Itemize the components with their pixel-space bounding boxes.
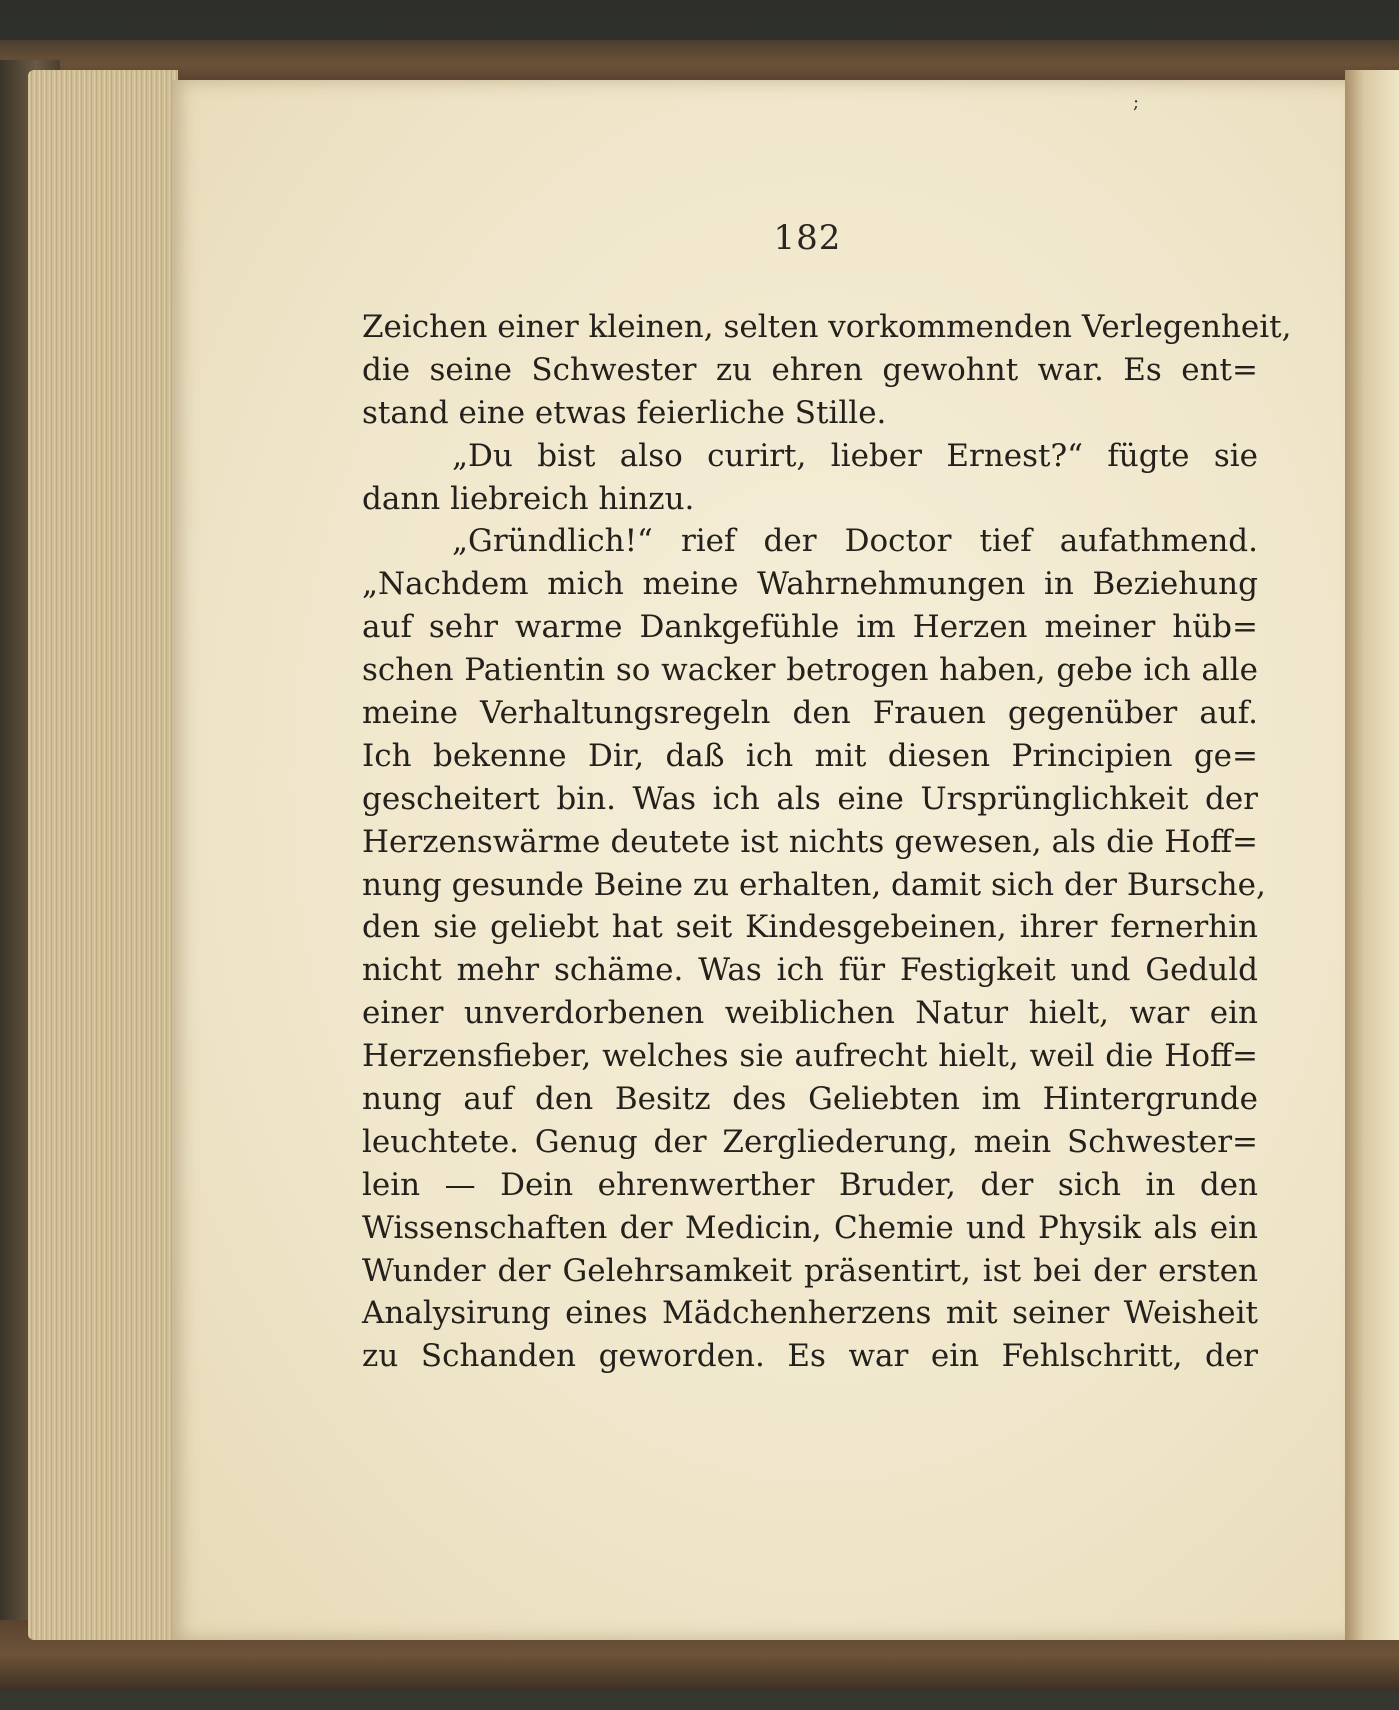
- text-line: schen Patientin so wacker betrogen haben, gebe ich alle: [362, 652, 1258, 689]
- text-line: einer unverdorbenen weiblichen Natur hielt, war ein: [362, 995, 1258, 1032]
- text-line: zu Schanden geworden. Es war ein Fehlschritt, der: [362, 1338, 1258, 1375]
- page-number: 182: [773, 218, 842, 258]
- text-line: Analysirung eines Mädchenherzens mit seiner Weisheit: [362, 1295, 1258, 1332]
- page-gutter: [1345, 70, 1399, 1640]
- text-line: stand eine etwas feierliche Stille.: [362, 394, 887, 431]
- page-edges: [28, 70, 178, 1640]
- text-line: nung auf den Besitz des Geliebten im Hintergrunde: [362, 1081, 1258, 1118]
- body-text: [362, 306, 1292, 1378]
- text-line: den sie geliebt hat seit Kindesgebeinen, ihrer fernerhin: [362, 909, 1258, 946]
- text-line: auf sehr warme Dankgefühle im Herzen meiner hüb=: [362, 609, 1258, 646]
- text-line: „Gründlich!“ rief der Doctor tief aufathmend.: [452, 523, 1258, 560]
- text-line: nicht mehr schäme. Was ich für Festigkeit und Geduld: [362, 952, 1258, 989]
- ink-mark: ;: [1133, 92, 1140, 113]
- text-line: „Nachdem mich meine Wahrnehmungen in Beziehung: [362, 566, 1258, 603]
- book-cover-top: [0, 40, 1399, 80]
- text-line: Herzenswärme deutete ist nichts gewesen, als die Hoff=: [362, 823, 1258, 860]
- text-line: die seine Schwester zu ehren gewohnt war. Es ent=: [362, 351, 1258, 388]
- text-line: nung gesunde Beine zu erhalten, damit sich der Bursche,: [362, 866, 1266, 903]
- text-line: gescheitert bin. Was ich als eine Ursprünglichkeit der: [362, 780, 1258, 817]
- text-line: „Du bist also curirt, lieber Ernest?“ fügte sie: [452, 437, 1258, 474]
- text-line: Wunder der Gelehrsamkeit präsentirt, ist bei der ersten: [362, 1252, 1258, 1289]
- text-line: meine Verhaltungsregeln den Frauen gegenüber auf.: [362, 695, 1258, 732]
- text-line: Zeichen einer kleinen, selten vorkommenden Verlegenheit,: [362, 309, 1292, 345]
- text-line: dann liebreich hinzu.: [362, 480, 695, 517]
- text-line: Ich bekenne Dir, daß ich mit diesen Principien ge=: [362, 737, 1258, 774]
- text-line: lein — Dein ehrenwerther Bruder, der sich in den: [362, 1166, 1258, 1203]
- text-line: Wissenschaften der Medicin, Chemie und Physik als ein: [362, 1209, 1258, 1246]
- text-line: Herzensfieber, welches sie aufrecht hielt, weil die Hoff=: [362, 1038, 1258, 1075]
- text-line: leuchtete. Genug der Zergliederung, mein Schwester=: [362, 1123, 1258, 1160]
